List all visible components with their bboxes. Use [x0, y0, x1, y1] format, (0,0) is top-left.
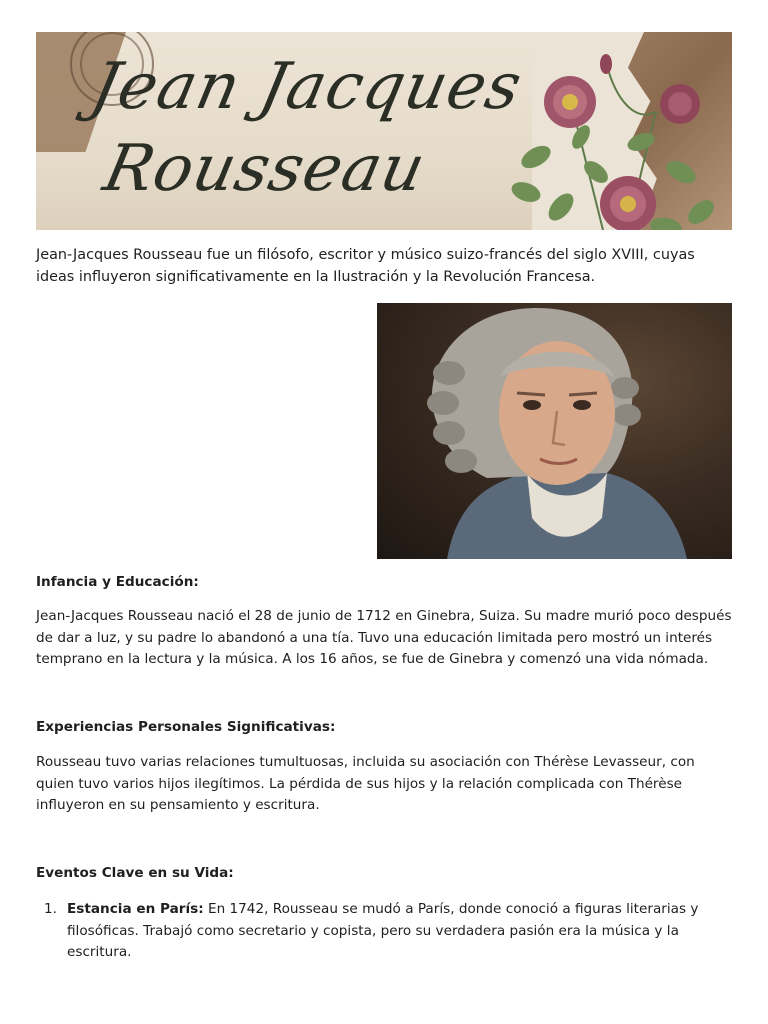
list-item-number: 1. — [44, 901, 57, 917]
section-heading-experiencias: Experiencias Personales Significativas: — [36, 719, 336, 735]
list-item-text: En 1742, Rousseau se mudó a París, donde conoció a figuras literarias y filosóficas. Trabajó como secretario y copista, pero su verdadera pasión era la música y la escritura. — [67, 901, 699, 960]
portrait-image — [377, 303, 732, 559]
banner-title — [67, 46, 572, 210]
section-heading-infancia: Infancia y Educación: — [36, 574, 199, 590]
events-list — [36, 899, 732, 964]
list-item — [36, 899, 732, 964]
section-body-experiencias: Rousseau tuvo varias relaciones tumultuosas, incluida su asociación con Thérèse Levasseur, con quien tuvo varios hijos ilegítimos. La pérdida de sus hijos y la relación complicada con Thérèse influyeron en su pensamiento y escritura. — [36, 754, 695, 813]
list-item-title: Estancia en París: — [67, 901, 204, 917]
intro-paragraph: Jean-Jacques Rousseau fue un filósofo, escritor y músico suizo-francés del siglo XVIII, cuyas ideas influyeron significativamente en la Ilustración y la Revolución Francesa. — [36, 247, 695, 285]
banner-title-line1: Jean Jacques — [84, 50, 529, 124]
title-banner — [36, 32, 732, 230]
banner-title-line2: Rousseau — [97, 132, 433, 206]
portrait-illustration — [377, 303, 732, 559]
section-body-infancia: Jean-Jacques Rousseau nació el 28 de junio de 1712 en Ginebra, Suiza. Su madre murió poco después de dar a luz, y su padre lo abandonó a una tía. Tuvo una educación limitada pero mostró un interés temprano en la lectura y la música. A los 16 años, se fue de Ginebra y comenzó una vida nómada. — [36, 608, 732, 667]
section-heading-eventos: Eventos Clave en su Vida: — [36, 865, 234, 881]
